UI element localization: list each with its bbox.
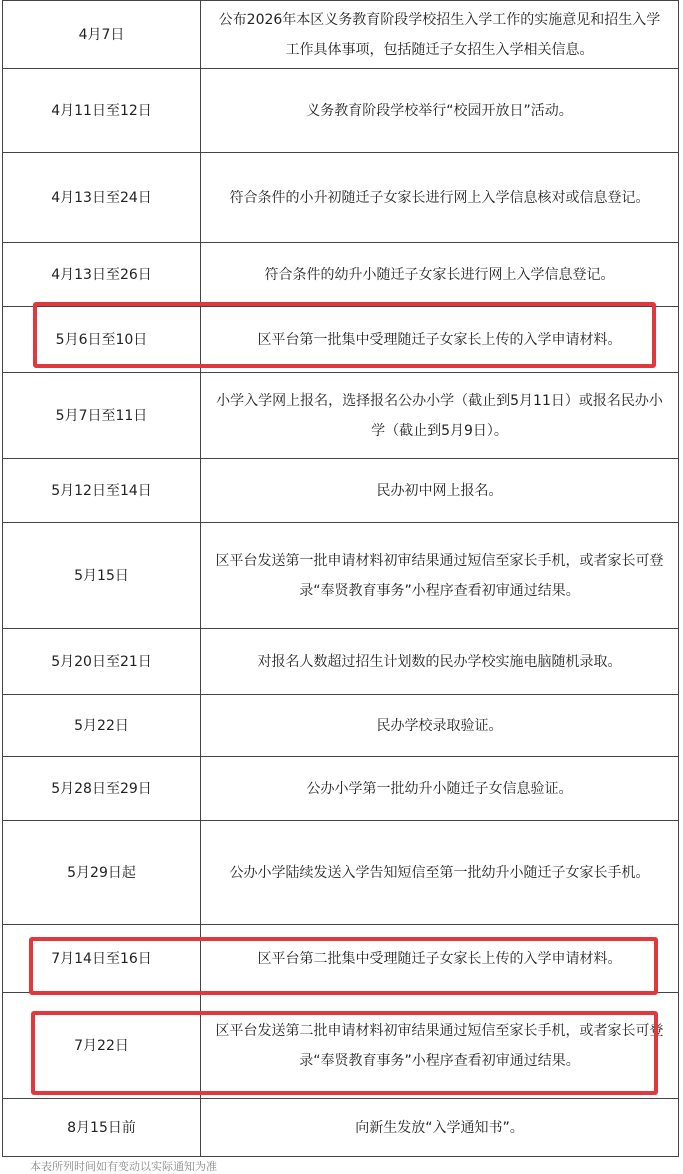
date-cell: 5月22日	[3, 695, 201, 757]
table-row	[3, 153, 679, 243]
table-row	[3, 243, 679, 307]
footnote: 本表所列时间如有变动以实际通知为准	[30, 1160, 217, 1173]
date-cell: 4月11日至12日	[3, 69, 201, 153]
table-row	[3, 69, 679, 153]
date-cell: 4月7日	[3, 1, 201, 69]
date-cell: 5月6日至10日	[3, 307, 201, 373]
event-cell: 符合条件的幼升小随迁子女家长进行网上入学信息登记。	[201, 243, 679, 307]
event-cell: 公办小学陆续发送入学告知短信至第一批幼升小随迁子女家长手机。	[201, 821, 679, 925]
event-cell: 区平台第二批集中受理随迁子女家长上传的入学申请材料。	[201, 925, 679, 993]
table-row	[3, 307, 679, 373]
date-cell: 5月15日	[3, 523, 201, 629]
date-cell: 5月7日至11日	[3, 373, 201, 459]
date-cell: 5月29日起	[3, 821, 201, 925]
date-cell: 7月22日	[3, 993, 201, 1099]
table-row	[3, 523, 679, 629]
date-cell: 4月13日至26日	[3, 243, 201, 307]
table-row	[3, 1, 679, 69]
table-row	[3, 695, 679, 757]
event-cell: 民办学校录取验证。	[201, 695, 679, 757]
event-cell: 民办初中网上报名。	[201, 459, 679, 523]
table-row	[3, 373, 679, 459]
table-row	[3, 925, 679, 993]
date-cell: 7月14日至16日	[3, 925, 201, 993]
table-row	[3, 459, 679, 523]
event-cell: 小学入学网上报名，选择报名公办小学（截止到5月11日）或报名民办小学（截止到5月9日）。	[201, 373, 679, 459]
event-cell: 公办小学第一批幼升小随迁子女信息验证。	[201, 757, 679, 821]
table-row	[3, 757, 679, 821]
event-cell: 区平台发送第二批申请材料初审结果通过短信至家长手机，或者家长可登录“奉贤教育事务”小程序查看初审通过结果。	[201, 993, 679, 1099]
date-cell: 5月20日至21日	[3, 629, 201, 695]
table-row	[3, 629, 679, 695]
table-row	[3, 821, 679, 925]
table-row	[3, 993, 679, 1099]
event-cell: 对报名人数超过招生计划数的民办学校实施电脑随机录取。	[201, 629, 679, 695]
date-cell: 8月15日前	[3, 1099, 201, 1157]
admission-schedule-table	[2, 0, 679, 1157]
date-cell: 5月12日至14日	[3, 459, 201, 523]
event-cell: 区平台第一批集中受理随迁子女家长上传的入学申请材料。	[201, 307, 679, 373]
date-cell: 4月13日至24日	[3, 153, 201, 243]
date-cell: 5月28日至29日	[3, 757, 201, 821]
event-cell: 区平台发送第一批申请材料初审结果通过短信至家长手机，或者家长可登录“奉贤教育事务”小程序查看初审通过结果。	[201, 523, 679, 629]
event-cell: 符合条件的小升初随迁子女家长进行网上入学信息核对或信息登记。	[201, 153, 679, 243]
event-cell: 义务教育阶段学校举行“校园开放日”活动。	[201, 69, 679, 153]
event-cell: 向新生发放“入学通知书”。	[201, 1099, 679, 1157]
table-row	[3, 1099, 679, 1157]
event-cell: 公布2026年本区义务教育阶段学校招生入学工作的实施意见和招生入学工作具体事项，包括随迁子女招生入学相关信息。	[201, 1, 679, 69]
